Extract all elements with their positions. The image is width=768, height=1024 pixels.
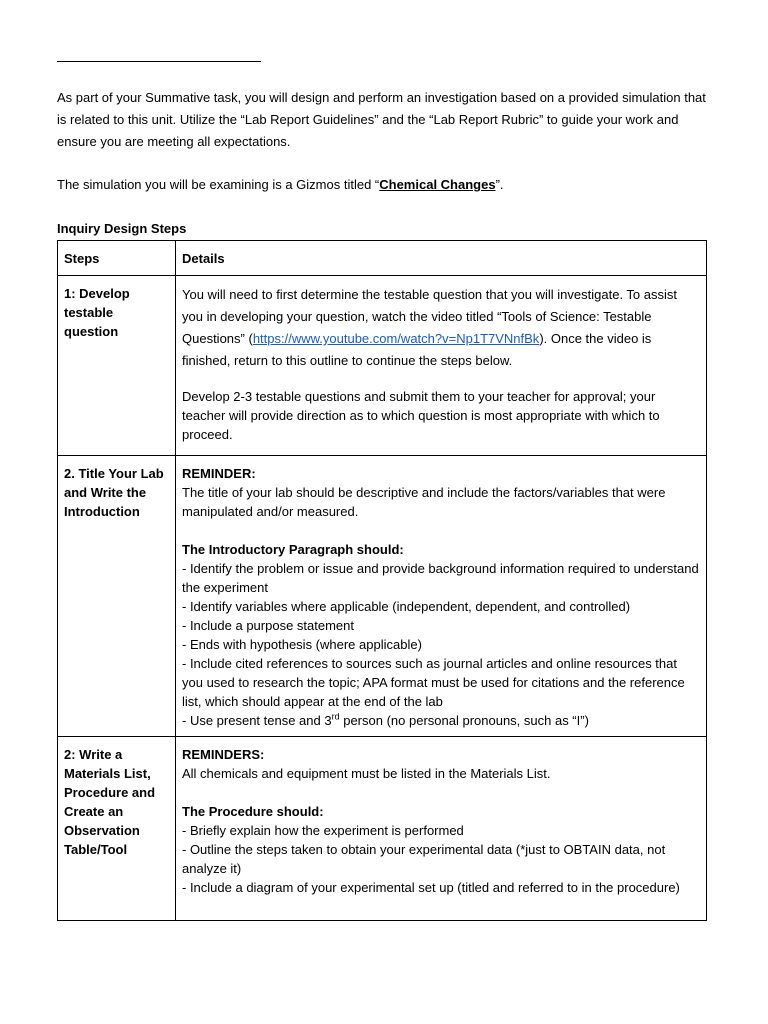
table-row	[58, 737, 707, 921]
details-paragraph	[182, 284, 700, 372]
text: - Use present tense and 3	[182, 713, 332, 728]
list-item: - Briefly explain how the experiment is performed	[182, 823, 464, 838]
reminder-label: REMINDER:	[182, 466, 256, 481]
simulation-sentence	[57, 174, 717, 195]
table-header-row	[58, 241, 707, 276]
sim-title: Chemical Changes	[379, 177, 496, 192]
inquiry-steps-table	[57, 240, 707, 921]
video-link[interactable]: https://www.youtube.com/watch?v=Np1T7VNnfBk	[252, 331, 540, 346]
top-rule	[57, 61, 261, 62]
table-row	[58, 276, 707, 456]
table-caption: Inquiry Design Steps	[57, 221, 187, 236]
details-cell	[176, 737, 707, 921]
reminder-text: The title of your lab should be descriptive and include the factors/variables that were manipulated and/or measured.	[182, 485, 666, 519]
step-cell: 2. Title Your Lab and Write the Introduction	[58, 456, 176, 737]
details-cell	[176, 456, 707, 737]
text: person (no personal pronouns, such as “I”)	[339, 713, 589, 728]
sim-suffix: ”.	[495, 177, 504, 192]
procedure-heading: The Procedure should:	[182, 804, 324, 819]
list-item: - Identify the problem or issue and provide background information required to understand the experiment	[182, 561, 699, 595]
reminders-text: All chemicals and equipment must be listed in the Materials List.	[182, 766, 551, 781]
details-paragraph: Develop 2-3 testable questions and submit them to your teacher for approval; your teacher will provide direction as to which question is most appropriate with which to proceed.	[182, 389, 660, 442]
table-row	[58, 456, 707, 737]
header-steps: Steps	[58, 241, 176, 276]
header-details: Details	[176, 241, 707, 276]
list-item: - Ends with hypothesis (where applicable)	[182, 637, 422, 652]
list-item: - Include a diagram of your experimental set up (titled and referred to in the procedure)	[182, 880, 680, 895]
details-cell	[176, 276, 707, 456]
reminders-label: REMINDERS:	[182, 747, 265, 762]
list-item	[182, 711, 700, 730]
sim-prefix: The simulation you will be examining is a Gizmos titled “	[57, 177, 380, 192]
intro-paragraph: As part of your Summative task, you will design and perform an investigation based on a provided simulation that is related to this unit. Utilize the “Lab Report Guidelines” and the “Lab Report Rubric” to guide your work and ensure you are meeting all expectations.	[57, 90, 706, 149]
intro-heading: The Introductory Paragraph should:	[182, 542, 404, 557]
step-cell: 1: Develop testable question	[58, 276, 176, 456]
step-cell: 2: Write a Materials List, Procedure and Create an Observation Table/Tool	[58, 737, 176, 921]
list-item: - Include a purpose statement	[182, 618, 354, 633]
text: You will need to first determine the testable question that you will investigate. To assist you in developing your question, watch the video titled “Tools of Science: Testable Questions” (	[182, 287, 678, 346]
list-item: - Identify variables where applicable (independent, dependent, and controlled)	[182, 599, 631, 614]
text: ). Once the video is finished, return to this outline to continue the steps below.	[182, 331, 652, 368]
list-item: - Include cited references to sources such as journal articles and online resources that you used to research the topic; APA format must be used for citations and the reference list, which should appear at the end of the lab	[182, 656, 685, 709]
superscript: rd	[331, 711, 340, 722]
list-item: - Outline the steps taken to obtain your experimental data (*just to OBTAIN data, not analyze it)	[182, 842, 666, 876]
